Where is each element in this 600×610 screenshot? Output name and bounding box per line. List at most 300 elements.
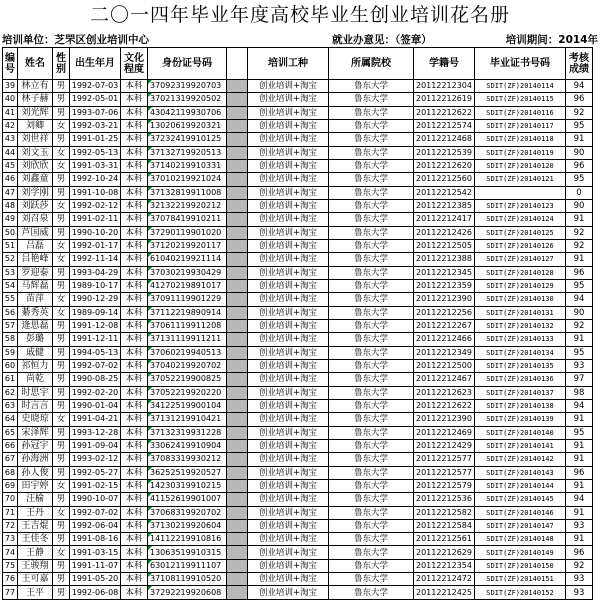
table-header	[3, 48, 593, 80]
col-gender-cell: 女	[53, 119, 70, 132]
col-student-number-cell: 20112212622	[414, 106, 475, 119]
col-school-cell: 鲁东大学	[329, 533, 414, 546]
col-score-cell: 91	[566, 533, 593, 546]
col-certificate-number-cell: SDIT(ZF)20140134	[475, 346, 566, 359]
col-student-number-cell: 20112212417	[414, 213, 475, 226]
col-student-number-cell: 20112212472	[414, 573, 475, 586]
col-score-cell: 95	[566, 346, 593, 359]
col-school-cell: 鲁东大学	[329, 186, 414, 199]
col-name-cell: 戚健	[18, 346, 53, 359]
table-row	[3, 213, 593, 226]
col-birthdate-header: 出生年月	[70, 48, 121, 80]
col-number-cell: 52	[3, 253, 18, 266]
col-number-cell: 68	[3, 466, 18, 479]
col-education-cell: 本科	[121, 373, 148, 386]
col-education-cell: 本科	[121, 586, 148, 599]
col-school-cell: 鲁东大学	[329, 586, 414, 599]
col-training-type-cell: 创业培训+淘宝	[248, 373, 329, 386]
col-name-cell: 芦国威	[18, 226, 53, 239]
col-gender-cell: 男	[53, 573, 70, 586]
table-row	[3, 399, 593, 412]
col-score-cell: 95	[566, 173, 593, 186]
col-training-type-cell: 创业培训+淘宝	[248, 173, 329, 186]
col-training-type-cell: 创业培训+淘宝	[248, 293, 329, 306]
col-score-cell: 92	[566, 239, 593, 252]
col-id-number-cell: 37132319931228	[148, 426, 227, 439]
col-name-cell: 田宇婷	[18, 479, 53, 492]
col-certificate-number-cell: SDIT(ZF)20140128	[475, 266, 566, 279]
col-gender-cell: 男	[53, 533, 70, 546]
col-number-cell: 64	[3, 413, 18, 426]
col-score-cell: 91	[566, 213, 593, 226]
col-id-redacted-cell	[227, 493, 248, 506]
col-gender-cell: 男	[53, 519, 70, 532]
col-number-cell: 42	[3, 119, 18, 132]
col-id-number-cell: 61040219921114	[148, 253, 227, 266]
col-score-cell: 92	[566, 319, 593, 332]
table-row	[3, 453, 593, 466]
col-gender-cell: 男	[53, 386, 70, 399]
col-birthdate-cell: 1992-05-13	[70, 146, 121, 159]
col-education-cell: 本科	[121, 159, 148, 172]
col-id-redacted-cell	[227, 119, 248, 132]
col-student-number-cell: 20112212256	[414, 306, 475, 319]
col-training-type-cell: 创业培训+淘宝	[248, 346, 329, 359]
table-row	[3, 306, 593, 319]
col-birthdate-cell: 1991-03-31	[70, 159, 121, 172]
col-score-cell: 96	[566, 266, 593, 279]
col-certificate-number-cell: SDIT(ZF)20140150	[475, 559, 566, 572]
col-id-redacted-cell	[227, 413, 248, 426]
table-row	[3, 133, 593, 146]
col-score-cell: 93	[566, 519, 593, 532]
col-number-cell: 43	[3, 133, 18, 146]
col-student-number-cell: 20112212539	[414, 146, 475, 159]
col-id-number-cell: 14230319910215	[148, 479, 227, 492]
col-student-number-cell: 20112212267	[414, 319, 475, 332]
table-row	[3, 279, 593, 292]
col-gender-cell: 男	[53, 559, 70, 572]
col-id-number-cell: 43042119930706	[148, 106, 227, 119]
col-name-cell: 刘世祥	[18, 133, 53, 146]
table-row	[3, 586, 593, 599]
col-birthdate-cell: 1992-07-02	[70, 506, 121, 519]
col-training-type-cell: 创业培训+淘宝	[248, 573, 329, 586]
col-gender-cell: 男	[53, 586, 70, 599]
col-id-number-cell: 37052219920220	[148, 386, 227, 399]
col-birthdate-cell: 1993-04-29	[70, 266, 121, 279]
col-education-cell: 本科	[121, 333, 148, 346]
col-school-cell: 鲁东大学	[329, 386, 414, 399]
col-id-redacted-cell	[227, 173, 248, 186]
col-birthdate-cell: 1992-07-03	[70, 80, 121, 93]
col-name-cell: 王可嘉	[18, 573, 53, 586]
col-name-cell: 吕艳峰	[18, 253, 53, 266]
col-student-number-cell: 20112212467	[414, 373, 475, 386]
col-score-cell: 90	[566, 199, 593, 212]
col-id-redacted-cell	[227, 439, 248, 452]
col-id-redacted-cell	[227, 573, 248, 586]
col-training-type-cell: 创业培训+淘宝	[248, 453, 329, 466]
col-id-number-cell: 37068319920702	[148, 506, 227, 519]
col-id-redacted-cell	[227, 279, 248, 292]
col-education-cell: 本科	[121, 146, 148, 159]
col-id-number-cell: 37132819911008	[148, 186, 227, 199]
col-training-type-cell: 创业培训+淘宝	[248, 199, 329, 212]
table-row	[3, 373, 593, 386]
col-education-header: 文化程度	[121, 48, 148, 80]
table-row	[3, 146, 593, 159]
table-row	[3, 533, 593, 546]
col-number-cell: 39	[3, 80, 18, 93]
col-name-cell: 刘跃莎	[18, 199, 53, 212]
col-id-redacted-cell	[227, 426, 248, 439]
col-certificate-number-cell: SDIT(ZF)20140137	[475, 386, 566, 399]
col-school-cell: 鲁东大学	[329, 93, 414, 106]
col-training-type-cell: 创业培训+淘宝	[248, 386, 329, 399]
col-number-cell: 76	[3, 573, 18, 586]
col-id-redacted-cell	[227, 533, 248, 546]
col-gender-cell: 男	[53, 319, 70, 332]
col-certificate-number-header: 毕业证书号码	[475, 48, 566, 80]
col-name-cell: 刘文玉	[18, 146, 53, 159]
col-student-number-cell: 20112212385	[414, 199, 475, 212]
col-certificate-number-cell: SDIT(ZF)20140123	[475, 199, 566, 212]
col-id-redacted-cell	[227, 386, 248, 399]
col-training-type-cell: 创业培训+淘宝	[248, 239, 329, 252]
training-unit: 培训单位：芝罘区创业培训中心	[2, 34, 149, 46]
col-birthdate-cell: 1992-06-08	[70, 586, 121, 599]
col-id-redacted-cell	[227, 253, 248, 266]
col-number-cell: 55	[3, 293, 18, 306]
col-certificate-number-cell: SDIT(ZF)20140118	[475, 133, 566, 146]
col-gender-cell: 女	[53, 413, 70, 426]
col-certificate-number-cell	[475, 186, 566, 199]
roster-table	[2, 47, 593, 600]
col-id-redacted-cell	[227, 239, 248, 252]
col-name-cell: 孙人俊	[18, 466, 53, 479]
col-score-cell: 98	[566, 386, 593, 399]
col-education-cell: 本科	[121, 506, 148, 519]
table-row	[3, 186, 593, 199]
col-number-cell: 53	[3, 266, 18, 279]
col-name-cell: 马辉磊	[18, 279, 53, 292]
col-education-cell: 本科	[121, 226, 148, 239]
col-id-number-cell: 41270219891017	[148, 279, 227, 292]
col-number-cell: 47	[3, 186, 18, 199]
col-certificate-number-cell: SDIT(ZF)20140136	[475, 373, 566, 386]
col-id-redacted-cell	[227, 359, 248, 372]
table-row	[3, 293, 593, 306]
col-name-cell: 刘欣欣	[18, 159, 53, 172]
col-id-number-cell: 37131219910421	[148, 413, 227, 426]
col-training-type-cell: 创业培训+淘宝	[248, 133, 329, 146]
table-row	[3, 173, 593, 186]
col-student-number-cell: 20112212579	[414, 479, 475, 492]
col-id-redacted-cell	[227, 319, 248, 332]
col-number-cell: 74	[3, 546, 18, 559]
col-training-type-cell: 创业培训+淘宝	[248, 466, 329, 479]
col-education-cell: 本科	[121, 80, 148, 93]
table-row	[3, 159, 593, 172]
table-row	[3, 346, 593, 359]
col-score-cell: 91	[566, 333, 593, 346]
col-education-cell: 本科	[121, 199, 148, 212]
col-number-header: 编号	[3, 48, 18, 80]
col-gender-cell: 男	[53, 266, 70, 279]
col-name-cell: 王平	[18, 586, 53, 599]
col-gender-cell: 男	[53, 333, 70, 346]
col-number-cell: 67	[3, 453, 18, 466]
col-gender-cell: 男	[53, 106, 70, 119]
table-row	[3, 226, 593, 239]
col-school-cell: 鲁东大学	[329, 213, 414, 226]
col-student-number-cell: 20112212560	[414, 173, 475, 186]
col-education-cell: 本科	[121, 213, 148, 226]
col-birthdate-cell: 1991-02-15	[70, 479, 121, 492]
col-education-cell: 本科	[121, 559, 148, 572]
col-student-number-cell: 20112212561	[414, 533, 475, 546]
col-education-cell: 本科	[121, 453, 148, 466]
col-education-cell: 本科	[121, 173, 148, 186]
col-number-cell: 56	[3, 306, 18, 319]
table-row	[3, 359, 593, 372]
col-birthdate-cell: 1991-11-07	[70, 559, 121, 572]
col-id-number-cell: 37232419910125	[148, 133, 227, 146]
col-score-cell: 92	[566, 226, 593, 239]
col-number-cell: 73	[3, 533, 18, 546]
col-education-cell: 本科	[121, 533, 148, 546]
col-school-cell: 鲁东大学	[329, 453, 414, 466]
col-id-number-cell: 33062419910904	[148, 439, 227, 452]
col-education-cell: 本科	[121, 106, 148, 119]
col-birthdate-cell: 1990-10-07	[70, 493, 121, 506]
col-id-number-cell: 13063519910315	[148, 546, 227, 559]
col-training-type-cell: 创业培训+淘宝	[248, 413, 329, 426]
col-birthdate-cell: 1990-08-25	[70, 373, 121, 386]
col-score-cell: 91	[566, 413, 593, 426]
col-student-number-cell: 20112212349	[414, 346, 475, 359]
col-school-cell: 鲁东大学	[329, 546, 414, 559]
col-score-cell: 97	[566, 373, 593, 386]
col-name-cell: 孙冠宇	[18, 439, 53, 452]
col-birthdate-cell: 1992-03-21	[70, 119, 121, 132]
col-gender-cell: 男	[53, 346, 70, 359]
col-id-redacted-cell	[227, 519, 248, 532]
col-id-redacted-cell	[227, 293, 248, 306]
col-birthdate-cell: 1990-12-29	[70, 293, 121, 306]
col-name-cell: 时言言	[18, 399, 53, 412]
col-school-cell: 鲁东大学	[329, 506, 414, 519]
table-row	[3, 426, 593, 439]
col-student-number-cell: 20112212466	[414, 333, 475, 346]
col-id-redacted-cell	[227, 146, 248, 159]
col-school-cell: 鲁东大学	[329, 559, 414, 572]
col-education-cell: 本科	[121, 466, 148, 479]
col-certificate-number-cell: SDIT(ZF)20140119	[475, 146, 566, 159]
col-number-cell: 41	[3, 106, 18, 119]
col-id-number-cell: 37040219920702	[148, 359, 227, 372]
col-birthdate-cell: 1992-10-24	[70, 173, 121, 186]
col-birthdate-cell: 1991-01-25	[70, 133, 121, 146]
col-gender-cell: 男	[53, 93, 70, 106]
col-birthdate-cell: 1990-01-04	[70, 399, 121, 412]
col-id-redacted-cell	[227, 506, 248, 519]
table-row	[3, 479, 593, 492]
col-id-number-cell: 14112219910816	[148, 533, 227, 546]
col-id-number-cell: 37131119911211	[148, 333, 227, 346]
col-number-cell: 40	[3, 93, 18, 106]
table-row	[3, 80, 593, 93]
col-training-type-cell: 创业培训+淘宝	[248, 146, 329, 159]
col-birthdate-cell: 1991-10-08	[70, 186, 121, 199]
col-birthdate-cell: 1990-10-20	[70, 226, 121, 239]
col-id-number-cell: 37112219890914	[148, 306, 227, 319]
col-birthdate-cell: 1994-05-13	[70, 346, 121, 359]
col-id-redacted-cell	[227, 546, 248, 559]
col-education-cell: 本科	[121, 493, 148, 506]
col-education-cell: 本科	[121, 359, 148, 372]
col-birthdate-cell: 1989-10-17	[70, 279, 121, 292]
col-training-type-cell: 创业培训+淘宝	[248, 506, 329, 519]
col-score-cell: 96	[566, 93, 593, 106]
col-id-redacted-cell	[227, 106, 248, 119]
col-certificate-number-cell: SDIT(ZF)20140146	[475, 506, 566, 519]
col-school-cell: 鲁东大学	[329, 199, 414, 212]
col-number-cell: 61	[3, 373, 18, 386]
meta-line	[2, 33, 598, 47]
col-training-type-cell: 创业培训+淘宝	[248, 533, 329, 546]
col-student-number-cell: 20112212577	[414, 466, 475, 479]
col-education-cell: 本科	[121, 293, 148, 306]
col-education-cell: 本科	[121, 239, 148, 252]
col-name-cell: 王骏翔	[18, 559, 53, 572]
col-id-redacted-cell	[227, 399, 248, 412]
col-id-redacted-cell	[227, 80, 248, 93]
col-number-cell: 71	[3, 506, 18, 519]
col-gender-cell: 女	[53, 479, 70, 492]
col-student-number-cell: 20112212620	[414, 159, 475, 172]
col-name-cell: 刘召泉	[18, 213, 53, 226]
col-education-cell: 本科	[121, 93, 148, 106]
col-gender-cell: 男	[53, 279, 70, 292]
col-birthdate-cell: 1992-11-14	[70, 253, 121, 266]
table-row	[3, 93, 593, 106]
col-certificate-number-cell: SDIT(ZF)20140131	[475, 306, 566, 319]
col-name-cell: 逄思磊	[18, 319, 53, 332]
col-student-number-cell: 20112212390	[414, 293, 475, 306]
col-id-number-cell: 32132219920212	[148, 199, 227, 212]
col-education-cell: 本科	[121, 319, 148, 332]
col-name-cell: 王吉焜	[18, 519, 53, 532]
col-score-cell: 94	[566, 293, 593, 306]
col-school-header: 所属院校	[329, 48, 414, 80]
col-training-type-cell: 创业培训+淘宝	[248, 226, 329, 239]
col-student-number-cell: 20112212425	[414, 586, 475, 599]
col-school-cell: 鲁东大学	[329, 333, 414, 346]
col-birthdate-cell: 1993-02-12	[70, 453, 121, 466]
col-gender-cell: 女	[53, 199, 70, 212]
col-id-number-cell: 37061119911208	[148, 319, 227, 332]
table-row	[3, 239, 593, 252]
col-certificate-number-cell: SDIT(ZF)20140143	[475, 466, 566, 479]
employment-office-opinion: 就业办意见：（签章）	[332, 34, 432, 46]
col-id-redacted-cell	[227, 266, 248, 279]
col-birthdate-cell: 1993-12-28	[70, 426, 121, 439]
col-id-redacted-cell	[227, 186, 248, 199]
col-birthdate-cell: 1992-05-27	[70, 466, 121, 479]
col-number-cell: 70	[3, 493, 18, 506]
col-number-cell: 77	[3, 586, 18, 599]
col-score-cell: 91	[566, 453, 593, 466]
col-id-redacted-cell	[227, 466, 248, 479]
col-id-redacted-cell	[227, 93, 248, 106]
col-name-cell: 刘卿	[18, 119, 53, 132]
col-training-type-cell: 创业培训+淘宝	[248, 93, 329, 106]
table-row	[3, 546, 593, 559]
col-name-cell: 汪榆	[18, 493, 53, 506]
table-body	[3, 80, 593, 600]
col-training-type-cell: 创业培训+淘宝	[248, 119, 329, 132]
col-student-number-cell: 20112212354	[414, 559, 475, 572]
col-certificate-number-cell: SDIT(ZF)20140140	[475, 426, 566, 439]
col-student-number-cell: 20112212536	[414, 493, 475, 506]
col-school-cell: 鲁东大学	[329, 239, 414, 252]
col-score-cell: 91	[566, 253, 593, 266]
col-school-cell: 鲁东大学	[329, 306, 414, 319]
table-row	[3, 439, 593, 452]
col-school-cell: 鲁东大学	[329, 146, 414, 159]
col-school-cell: 鲁东大学	[329, 399, 414, 412]
col-education-cell: 本科	[121, 413, 148, 426]
col-birthdate-cell: 1992-07-02	[70, 359, 121, 372]
col-school-cell: 鲁东大学	[329, 439, 414, 452]
col-student-number-cell: 20112212359	[414, 279, 475, 292]
col-number-cell: 66	[3, 439, 18, 452]
col-name-cell: 史晓琼	[18, 413, 53, 426]
col-score-cell: 91	[566, 439, 593, 452]
col-student-number-cell: 20112212623	[414, 386, 475, 399]
col-score-cell: 0	[566, 186, 593, 199]
page-title: 二〇一四年毕业年度高校毕业生创业培训花名册	[89, 4, 510, 26]
col-education-cell: 本科	[121, 573, 148, 586]
col-id-number-cell: 13020619920321	[148, 119, 227, 132]
col-id-number-cell: 34122519900104	[148, 399, 227, 412]
col-certificate-number-cell: SDIT(ZF)20140115	[475, 93, 566, 106]
col-training-type-cell: 创业培训+淘宝	[248, 253, 329, 266]
col-score-cell: 93	[566, 573, 593, 586]
col-school-cell: 鲁东大学	[329, 466, 414, 479]
col-student-number-cell: 20112212505	[414, 239, 475, 252]
col-student-number-cell: 20112212388	[414, 253, 475, 266]
col-certificate-number-cell: SDIT(ZF)20140148	[475, 533, 566, 546]
col-id-redacted-cell	[227, 159, 248, 172]
col-number-cell: 45	[3, 159, 18, 172]
col-training-type-cell: 创业培训+淘宝	[248, 306, 329, 319]
col-training-type-cell: 创业培训+淘宝	[248, 159, 329, 172]
col-birthdate-cell: 1991-08-16	[70, 533, 121, 546]
col-certificate-number-cell: SDIT(ZF)20140135	[475, 359, 566, 372]
table-row	[3, 559, 593, 572]
col-education-cell: 本科	[121, 186, 148, 199]
col-certificate-number-cell: SDIT(ZF)20140124	[475, 213, 566, 226]
col-school-cell: 鲁东大学	[329, 80, 414, 93]
col-gender-cell: 男	[53, 226, 70, 239]
col-gender-cell: 男	[53, 453, 70, 466]
table-row	[3, 119, 593, 132]
col-student-number-cell: 20112212622	[414, 399, 475, 412]
col-certificate-number-cell: SDIT(ZF)20140142	[475, 453, 566, 466]
